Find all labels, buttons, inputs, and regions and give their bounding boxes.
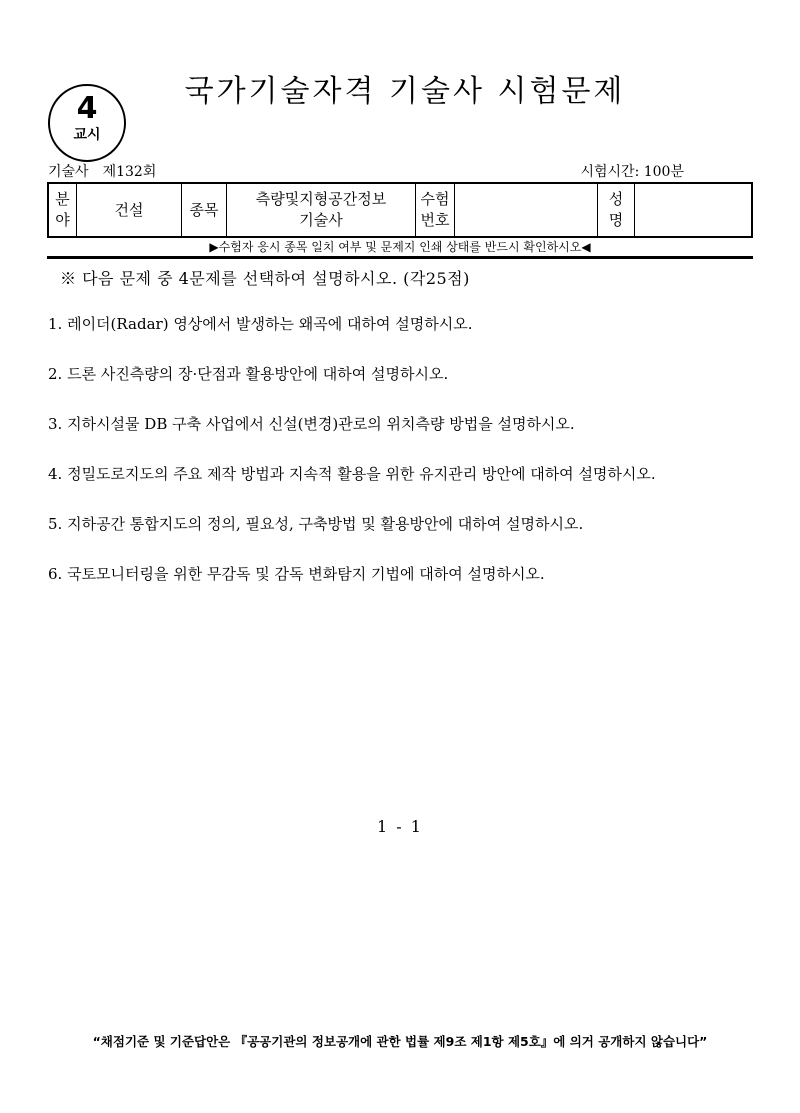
name-label: 성 명 [598, 183, 635, 237]
exam-number-label: 수험 번호 [416, 183, 455, 237]
exam-info-table [47, 182, 753, 238]
question-item: 2. 드론 사진측량의 장·단점과 활용방안에 대하여 설명하시오. [48, 365, 449, 383]
question-item: 1. 레이더(Radar) 영상에서 발생하는 왜곡에 대하여 설명하시오. [48, 315, 473, 333]
exam-round: 제132회 [102, 164, 157, 180]
field-label: 분 야 [48, 183, 77, 237]
page-number: 1 - 1 [377, 817, 423, 836]
footer-disclaimer: “채점기준 및 기준답안은 『공공기관의 정보공개에 관한 법률 제9조 제1항 제5호』에 의거 공개하지 않습니다” [92, 1034, 708, 1049]
name-field[interactable] [635, 183, 753, 237]
document-title: 국가기술자격 기술사 시험문제 [184, 74, 626, 109]
session-label: 교시 [73, 127, 101, 143]
session-number: 4 [76, 91, 98, 126]
exam-meta-left [48, 161, 156, 181]
question-item: 5. 지하공간 통합지도의 정의, 필요성, 구축방법 및 활용방안에 대하여 설명하시오. [48, 515, 584, 533]
exam-time: 시험시간: 100분 [580, 164, 684, 180]
category-value: 측량및지형공간정보 기술사 [227, 183, 416, 237]
divider [47, 256, 753, 259]
check-notice: ▶수험자 응시 종목 일치 여부 및 문제지 인쇄 상태를 반드시 확인하시오◀ [209, 240, 591, 254]
exam-type: 기술사 [48, 164, 89, 180]
question-item: 4. 정밀도로지도의 주요 제작 방법과 지속적 활용을 위한 유지관리 방안에 대하여 설명하시오. [48, 465, 656, 483]
instruction: ※ 다음 문제 중 4문제를 선택하여 설명하시오. (각25점) [60, 269, 470, 288]
exam-number-field[interactable] [455, 183, 598, 237]
field-value: 건설 [77, 183, 182, 237]
question-item: 6. 국토모니터링을 위한 무감독 및 감독 변화탐지 기법에 대하여 설명하시오. [48, 565, 545, 583]
question-item: 3. 지하시설물 DB 구축 사업에서 신설(변경)관로의 위치측량 방법을 설명하시오. [48, 415, 575, 433]
category-label: 종목 [182, 183, 227, 237]
